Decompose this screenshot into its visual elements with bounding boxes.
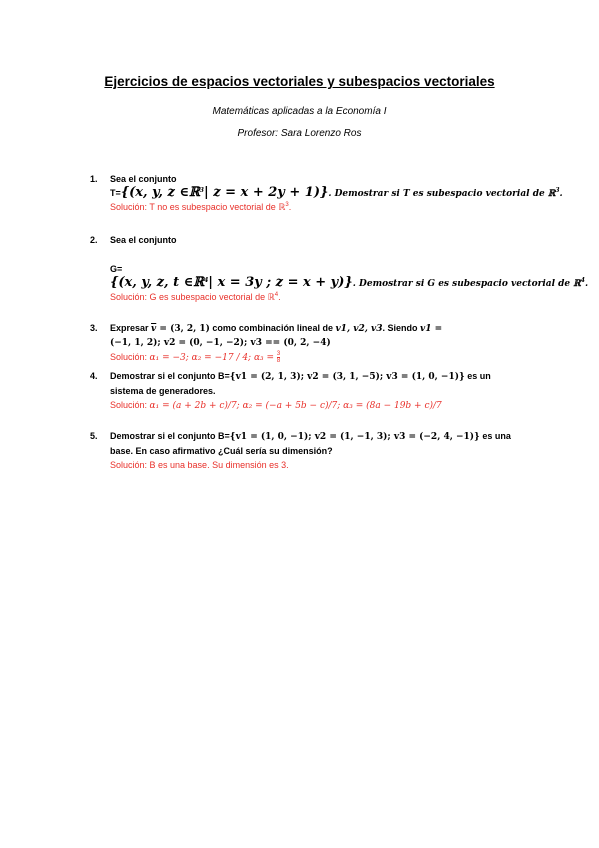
exercise-solution: Solución: B es una base. Su dimensión es 3. xyxy=(110,460,289,470)
exercise-number: 1. xyxy=(90,174,98,184)
exercise-vectors: (−1, 1, 2); v2 = (0, −1, −2); v3 == (0, 2, −4) xyxy=(110,338,331,348)
exercise-number: 5. xyxy=(90,431,98,441)
course-subtitle: Matemáticas aplicadas a la Economía I xyxy=(212,106,387,117)
exercise-number: 3. xyxy=(90,323,98,333)
professor-line: Profesor: Sara Lorenzo Ros xyxy=(237,128,362,139)
exercise-statement: Demostrar si el conjunto B={v1 = (1, 0, −1); v2 = (1, −1, 3); v3 = (−2, 4, −1)} es una xyxy=(110,431,511,442)
exercise-set: T={(x, y, z ∈ℝ$^3$| z = x + 2y + 1)}. Demostrar si T es subespacio vectorial de ℝ$^3$. xyxy=(110,185,563,200)
exercise-statement: Expresar $\overline{v} = (3$, 2, 1) como combinación lineal de v1, v2, v3. Siendo v1 = xyxy=(110,323,443,334)
exercise-number: 2. xyxy=(90,235,98,245)
exercise-intro: Sea el conjunto xyxy=(110,174,177,184)
exercise-set: {(x, y, z, t ∈ℝ$^4$| x = 3y ; z = x + y)}. Demostrar si G es subespacio vectorial de ℝ$^4$. xyxy=(110,275,589,290)
exercise-statement-cont: base. En caso afirmativo ¿Cuál sería su dimensión? xyxy=(110,446,333,456)
exercise-intro: Sea el conjunto xyxy=(110,235,177,245)
exercise-statement-cont: sistema de generadores. xyxy=(110,386,216,396)
document-title: Ejercicios de espacios vectoriales y subespacios vectoriales xyxy=(104,74,495,89)
exercise-set-label: G= xyxy=(110,264,123,274)
exercise-solution: Solución: α₁ = (a + 2b + c)/7; α₂ = (−a + 5b − c)/7; α₃ = (8a − 19b + c)/7 xyxy=(110,400,442,411)
exercise-statement: Demostrar si el conjunto B={v1 = (2, 1, 3); v2 = (3, 1, −5); v3 = (1, 0, −1)} es un xyxy=(110,371,491,382)
exercise-solution: Solución: T no es subespacio vectorial de ℝ$^3$. xyxy=(110,202,292,212)
exercise-solution: Solución: G es subespacio vectorial de ℝ$^4$. xyxy=(110,292,281,302)
exercise-number: 4. xyxy=(90,371,98,381)
fraction: $\frac{3}{8}$ xyxy=(276,351,281,365)
exercise-solution: Solución: α₁ = −3; α₂ = −17 / 4; α₃ = $\frac{3}{8}$ xyxy=(110,351,281,365)
